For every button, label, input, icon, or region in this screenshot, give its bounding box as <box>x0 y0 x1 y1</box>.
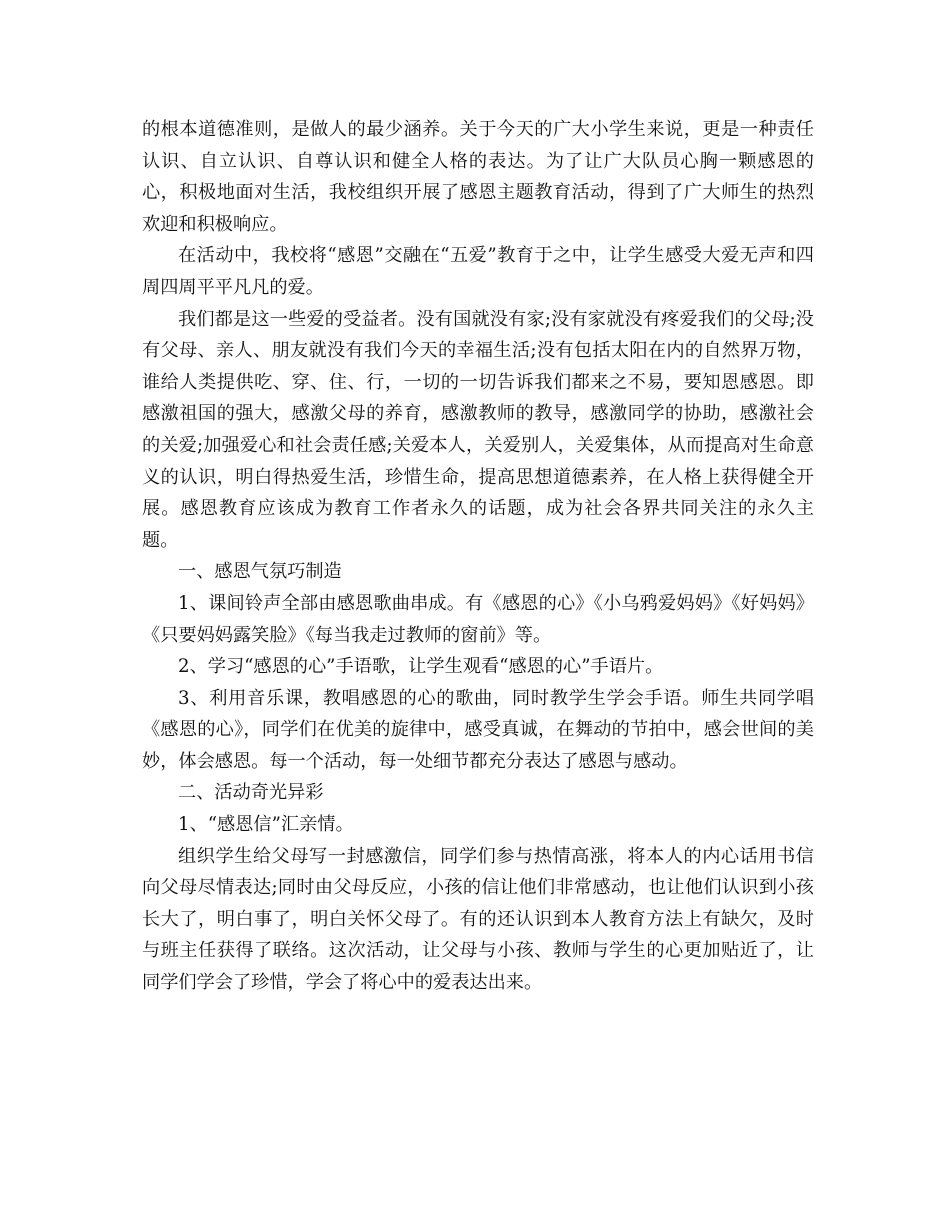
paragraph-4: 组织学生给父母写一封感激信，同学们参与热情高涨，将本人的内心话用书信向父母尽情表达;同时由父母反应，小孩的信让他们非常感动，也让他们认识到小孩长大了，明白事了，明白关怀父母了。有的还认识到本人教育方法上有缺欠，及时与班主任获得了联络。这次活动，让父母与小孩、教师与学生的心更加贴近了，让同学们学会了珍惜，学会了将心中的爱表达出来。 <box>142 845 814 994</box>
paragraph-2: 在活动中，我校将“感恩”交融在“五爱”教育于之中，让学生感受大爱无声和四周四周平平凡凡的爱。 <box>142 245 814 298</box>
section-heading-1: 一、感恩气氛巧制造 <box>178 561 342 583</box>
list-item-1: 1、课间铃声全部由感恩歌曲串成。有《感恩的心》《小乌鸦爱妈妈》《好妈妈》《只要妈妈露笑脸》《每当我走过教师的窗前》等。 <box>142 592 814 646</box>
paragraph-3: 我们都是这一些爱的受益者。没有国就没有家;没有家就没有疼爱我们的父母;没有父母、亲人、朋友就没有我们今天的幸福生活;没有包括太阳在内的自然界万物，谁给人类提供吃、穿、住、行，一切的一切告诉我们都来之不易，要知恩感恩。即感激祖国的强大，感激父母的养育，感激教师的教导，感激同学的协助，感激社会的关爱;加强爱心和社会责任感;关爱本人，关爱别人，关爱集体，从而提高对生命意义的认识，明白得热爱生活，珍惜生命，提高思想道德素养，在人格上获得健全开展。感恩教育应该成为教育工作者永久的话题，成为社会各界共同关注的永久主题。 <box>142 308 814 551</box>
paragraph-1: 的根本道德准则，是做人的最少涵养。关于今天的广大小学生来说，更是一种责任认识、自立认识、自尊认识和健全人格的表达。为了让广大队员心胸一颗感恩的心，积极地面对生活，我校组织开展了感恩主题教育活动，得到了广大师生的热烈欢迎和积极响应。 <box>142 119 814 235</box>
subheading-1: 1、“感恩信”汇亲情。 <box>178 814 354 836</box>
document-body <box>142 114 814 999</box>
section-heading-2: 二、活动奇光异彩 <box>178 782 324 804</box>
list-item-2: 2、学习“感恩的心”手语歌，让学生观看“感恩的心”手语片。 <box>178 656 664 678</box>
list-item-3: 3、利用音乐课，教唱感恩的心的歌曲，同时教学生学会手语。师生共同学唱《感恩的心》，同学们在优美的旋律中，感受真诚，在舞动的节拍中，感会世间的美妙，体会感恩。每一个活动，每一处细节都充分表达了感恩与感动。 <box>142 687 814 772</box>
